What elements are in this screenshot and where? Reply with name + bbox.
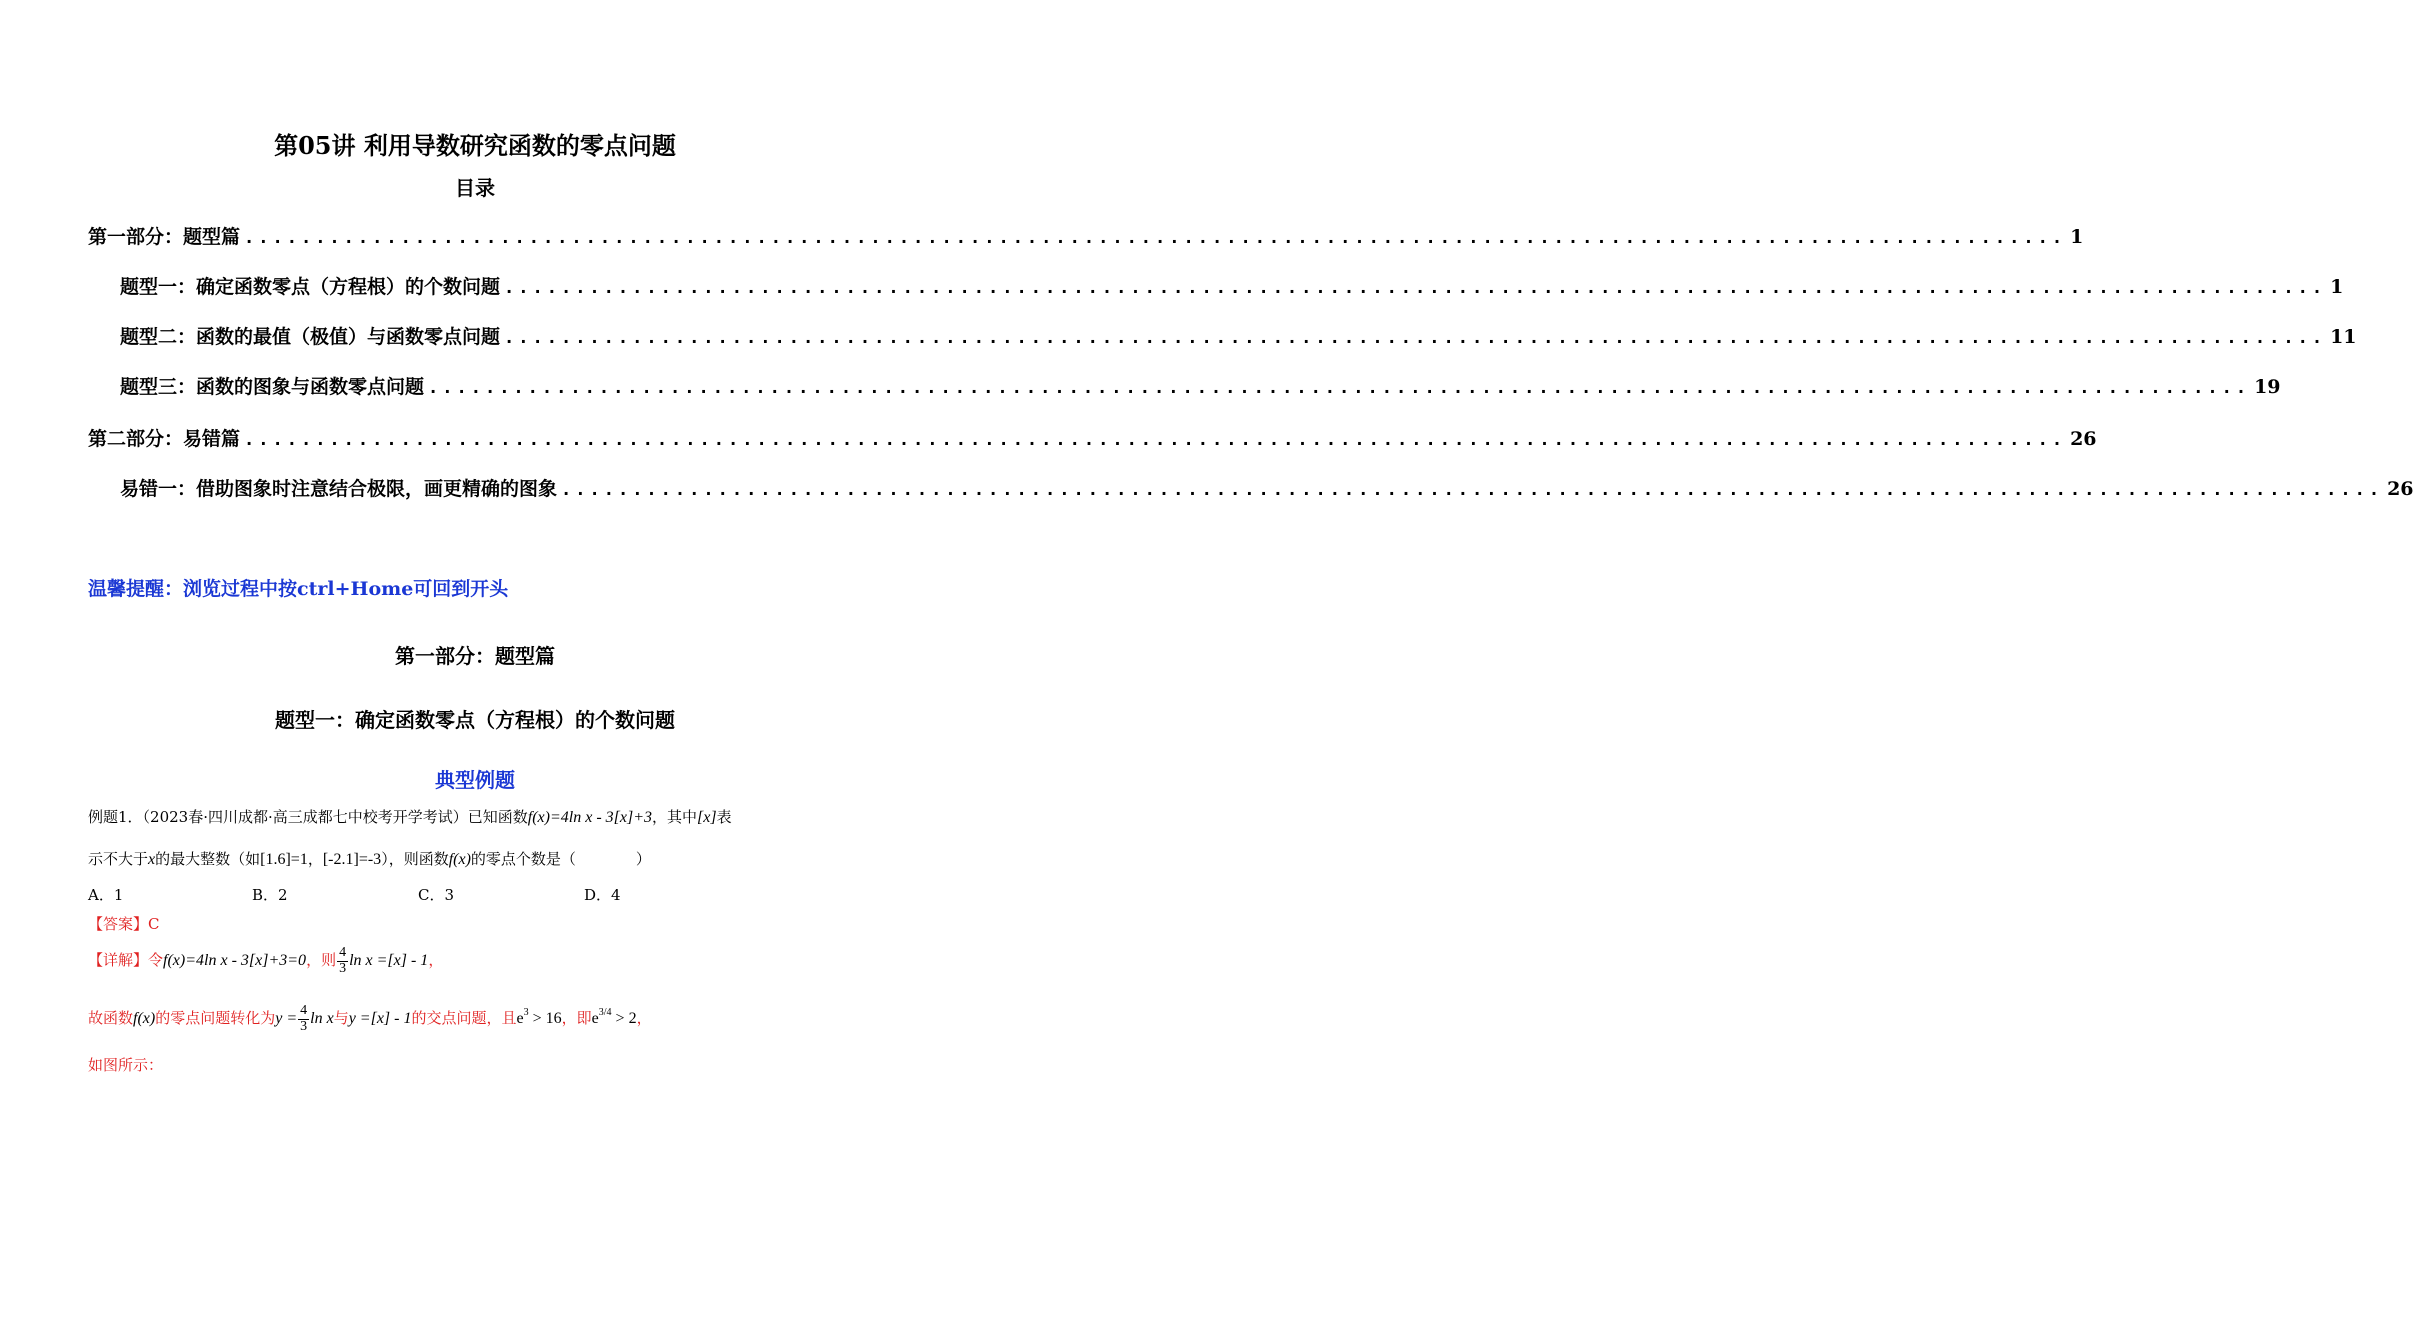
var-x: x xyxy=(148,851,156,868)
ln-x: ln x xyxy=(310,1010,334,1028)
toc-entry[interactable] xyxy=(120,272,2344,300)
text: ， xyxy=(428,951,444,970)
text: 的最大整数（如 xyxy=(155,850,261,868)
text: 与 xyxy=(333,1009,349,1028)
frac-num: 4 xyxy=(300,1003,308,1018)
toc-leader: ................................................................................................................................ xyxy=(561,480,2384,500)
example1-mid: ，其中 xyxy=(652,808,698,826)
example1-line1 xyxy=(88,806,732,827)
option-c[interactable]: C．3 xyxy=(418,886,455,904)
toc-heading: 目录 xyxy=(455,176,495,200)
y-equals: y = xyxy=(275,1010,298,1028)
floor-example-2: [-2.1]=-3 xyxy=(322,851,382,868)
frac-den: 3 xyxy=(339,960,347,976)
option-d[interactable]: D．4 xyxy=(584,886,621,904)
toc-entry-page: 1 xyxy=(2070,226,2084,248)
toc-leader: ................................................................................................................................ xyxy=(244,228,2067,248)
function-fx: f(x) xyxy=(448,851,471,868)
toc-leader: ................................................................................................................................ xyxy=(428,378,2251,398)
detail-tag: 【详解】 xyxy=(88,951,149,970)
toc-leader: ................................................................................................................................ xyxy=(504,328,2327,348)
example1-formula: f(x)=4ln x - 3[x]+3 xyxy=(527,809,652,826)
toc-entry-page: 1 xyxy=(2330,276,2344,298)
toc-entry-page: 26 xyxy=(2070,428,2097,450)
frac-den: 3 xyxy=(300,1018,308,1034)
toc-entry-page: 26 xyxy=(2387,478,2414,500)
text: 故函数 xyxy=(88,1009,134,1028)
answer-line xyxy=(88,913,160,934)
toc-entry-label: 题型三：函数的图象与函数零点问题 xyxy=(120,376,425,398)
detail-line3: 如图所示： xyxy=(88,1056,164,1074)
text: 的零点问题转化为 xyxy=(155,1009,276,1028)
type1-heading: 题型一：确定函数零点（方程根）的个数问题 xyxy=(275,708,675,732)
text: ），则函数 xyxy=(381,850,449,868)
toc-entry-label: 易错一：借助图象时注意结合极限，画更精确的图象 xyxy=(120,478,558,500)
equation-2: ln x =[x] - 1 xyxy=(349,952,429,970)
text: 的零点个数是（ ） xyxy=(470,850,651,868)
inequality: > 2 xyxy=(611,1010,637,1028)
fraction-4-3 xyxy=(337,946,348,976)
e-cubed xyxy=(516,1007,562,1028)
text: ，即 xyxy=(561,1009,592,1028)
answer-tag: 【答案】 xyxy=(88,915,149,933)
example1-line2 xyxy=(88,848,651,869)
text: 令 xyxy=(148,951,164,970)
exponent: 3/4 xyxy=(598,1007,612,1019)
fraction-4-3 xyxy=(298,1004,309,1034)
equation-1: f(x)=4ln x - 3[x]+3=0 xyxy=(163,952,307,970)
toc-entry[interactable] xyxy=(120,474,2414,502)
floor-x: [x] xyxy=(697,809,717,826)
text: 示不大于 xyxy=(88,850,149,868)
page-title: 第05讲 利用导数研究函数的零点问题 xyxy=(274,131,676,160)
answer-value: C xyxy=(148,915,160,933)
inequality: > 16 xyxy=(528,1010,562,1028)
typical-examples-heading: 典型例题 xyxy=(435,768,515,792)
toc-entry-label: 题型一：确定函数零点（方程根）的个数问题 xyxy=(120,276,501,298)
detail-line2 xyxy=(88,1004,652,1034)
text: 的交点问题，且 xyxy=(411,1009,517,1028)
toc-entry-label: 题型二：函数的最值（极值）与函数零点问题 xyxy=(120,326,501,348)
toc-entry[interactable] xyxy=(120,322,2357,350)
e-three-quarters xyxy=(591,1007,637,1028)
text: ， xyxy=(636,1009,652,1028)
toc-entry-page: 11 xyxy=(2330,326,2357,348)
text: ，则 xyxy=(306,951,337,970)
toc-entry-label: 第一部分：题型篇 xyxy=(88,226,241,248)
exponent: 3 xyxy=(523,1007,529,1019)
floor-example-1: [1.6]=1 xyxy=(260,851,308,868)
example1-suffix: 表 xyxy=(716,808,732,826)
frac-num: 4 xyxy=(339,945,347,960)
part1-heading: 第一部分：题型篇 xyxy=(395,644,555,668)
toc-leader: ................................................................................................................................ xyxy=(244,430,2067,450)
e-base: e xyxy=(516,1010,524,1028)
toc-entry-label: 第二部分：易错篇 xyxy=(88,428,241,450)
reminder-note: 温馨提醒：浏览过程中按ctrl+Home可回到开头 xyxy=(88,578,509,600)
option-b[interactable]: B．2 xyxy=(252,886,288,904)
text: ， xyxy=(307,850,323,868)
e-base: e xyxy=(591,1010,599,1028)
function-fx: f(x) xyxy=(133,1010,156,1028)
toc-entry-page: 19 xyxy=(2254,376,2281,398)
toc-entry[interactable] xyxy=(88,222,2084,250)
example1-prefix: 例题1．（2023春·四川成都·高三成都七中校考开学考试）已知函数 xyxy=(88,808,528,826)
option-a[interactable]: A．1 xyxy=(88,886,124,904)
toc-entry[interactable] xyxy=(120,372,2281,400)
toc-leader: ................................................................................................................................ xyxy=(504,278,2327,298)
equation-y2: y =[x] - 1 xyxy=(348,1010,412,1028)
detail-line1 xyxy=(88,946,443,976)
toc-entry[interactable] xyxy=(88,424,2097,452)
